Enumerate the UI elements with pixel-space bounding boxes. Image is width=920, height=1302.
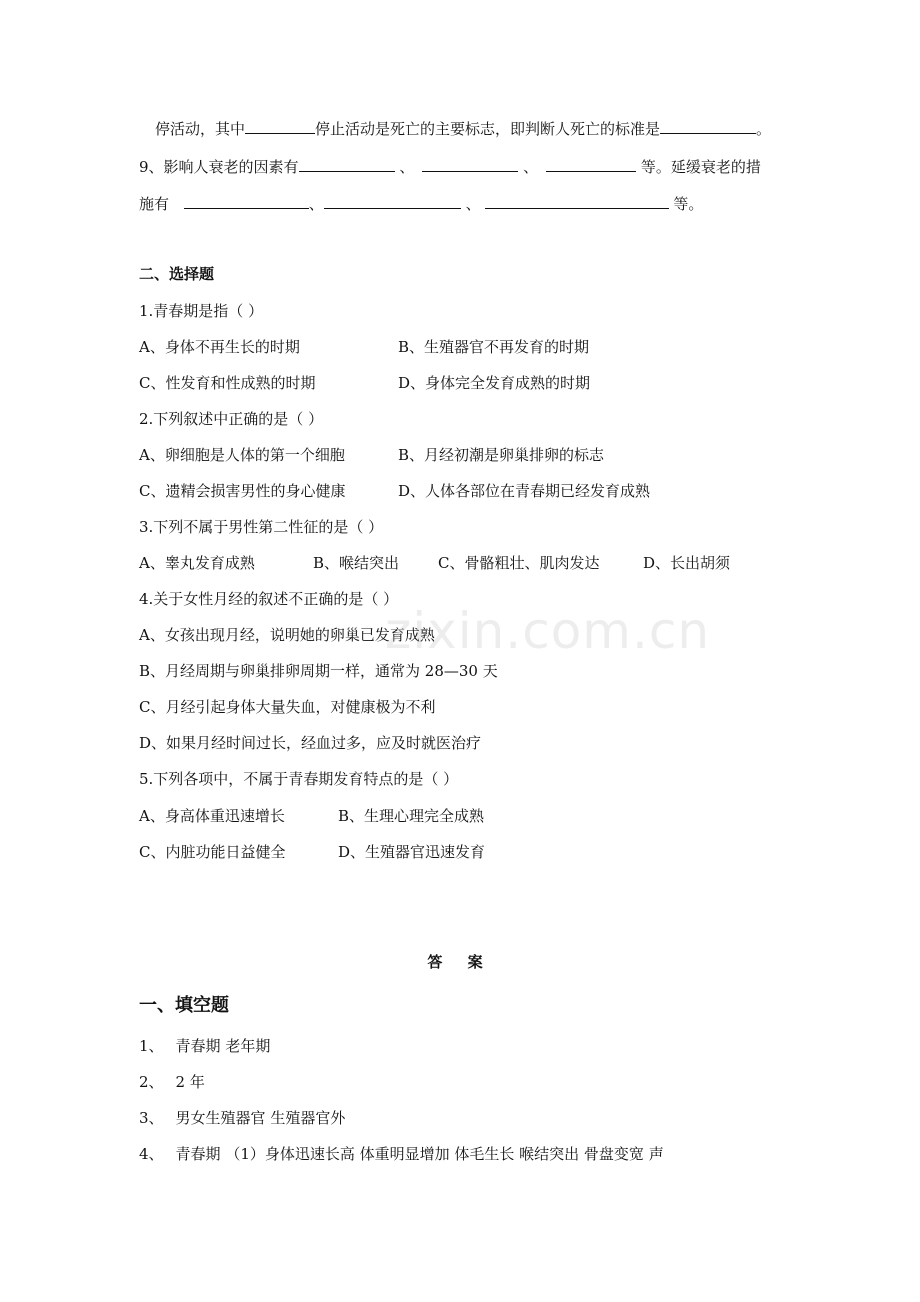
choice-section-heading: 二、选择题 [139, 265, 215, 283]
answer-text: 2 年 [175, 1073, 205, 1091]
option-c: C、月经引起身体大量失血，对健康极为不利 [139, 698, 436, 716]
answer-number: 2、 [139, 1073, 164, 1091]
q9-continuation-line [139, 192, 703, 215]
option-d: D、如果月经时间过长，经血过多，应及时就医治疗 [139, 734, 482, 752]
question-stem: 1.青春期是指（ ） [139, 302, 264, 320]
q9-line [139, 155, 761, 178]
answer-text: 青春期 （1）身体迅速长高 体重明显增加 体毛生长 喉结突出 骨盘变宽 声 [175, 1145, 664, 1163]
option-d: D、长出胡须 [643, 554, 731, 572]
q9-text-3: 等。 [668, 195, 704, 213]
q9-separator: 、 [308, 195, 324, 213]
answer-blank[interactable] [184, 192, 309, 209]
question-stem: 2.下列叙述中正确的是（ ） [139, 410, 324, 428]
option-d: D、身体完全发育成熟的时期 [398, 374, 591, 392]
option-b: B、喉结突出 [313, 554, 400, 572]
option-c: C、内脏功能日益健全 [139, 843, 286, 861]
answer-blank[interactable] [299, 155, 395, 172]
answer-item [139, 1035, 270, 1057]
answer-number: 1、 [139, 1037, 164, 1055]
q9-text-2: 等。延缓衰老的措 [636, 158, 761, 176]
option-a: A、睾丸发育成熟 [139, 554, 255, 572]
answer-number: 4、 [139, 1145, 164, 1163]
q9-text-1: 9、影响人衰老的因素有 [139, 158, 299, 176]
option-c: C、遗精会损害男性的身心健康 [139, 482, 346, 500]
answers-section-heading: 一、填空题 [139, 995, 229, 1016]
q8-text-1: 停活动，其中 [155, 120, 246, 138]
answer-item [139, 1107, 345, 1129]
option-c: C、骨骼粗壮、肌肉发达 [438, 554, 600, 572]
q8-text-2: 停止活动是死亡的主要标志，即判断人死亡的标准是 [315, 120, 661, 138]
answer-text: 男女生殖器官 生殖器官外 [175, 1109, 346, 1127]
option-d: D、人体各部位在青春期已经发育成熟 [398, 482, 651, 500]
answer-blank[interactable] [245, 117, 315, 134]
q9-separator: 、 [394, 158, 415, 176]
option-b: B、月经初潮是卵巢排卵的标志 [398, 446, 605, 464]
option-a: A、身高体重迅速增长 [139, 807, 285, 825]
option-a: A、卵细胞是人体的第一个细胞 [139, 446, 345, 464]
option-a: A、身体不再生长的时期 [139, 338, 300, 356]
option-b: B、生理心理完全成熟 [338, 807, 485, 825]
option-b: B、生殖器官不再发育的时期 [398, 338, 590, 356]
question-stem: 4.关于女性月经的叙述不正确的是（ ） [139, 590, 399, 608]
option-c: C、性发育和性成熟的时期 [139, 374, 316, 392]
q9-cont-text: 施有 [139, 195, 174, 213]
q9-separator: 、 [460, 195, 481, 213]
answer-number: 3、 [139, 1109, 164, 1127]
answer-item [139, 1071, 205, 1093]
answer-text: 青春期 老年期 [175, 1037, 271, 1055]
answer-blank[interactable] [422, 155, 518, 172]
site-watermark: zixin.com.cn [385, 602, 711, 660]
answer-item [139, 1143, 664, 1165]
q8-continuation-line [155, 117, 771, 140]
q9-separator: 、 [518, 158, 539, 176]
answer-blank[interactable] [485, 192, 669, 209]
answer-blank[interactable] [660, 117, 756, 134]
q8-text-3: 。 [756, 120, 772, 138]
answer-blank[interactable] [546, 155, 636, 172]
option-b: B、月经周期与卵巢排卵周期一样，通常为 28—30 天 [139, 662, 498, 680]
option-a: A、女孩出现月经，说明她的卵巢已发育成熟 [139, 626, 435, 644]
option-d: D、生殖器官迅速发育 [338, 843, 486, 861]
question-stem: 3.下列不属于男性第二性征的是（ ） [139, 518, 384, 536]
answer-blank[interactable] [324, 192, 461, 209]
question-stem: 5.下列各项中，不属于青春期发育特点的是（ ） [139, 770, 459, 788]
answers-title: 答 案 [427, 953, 493, 971]
